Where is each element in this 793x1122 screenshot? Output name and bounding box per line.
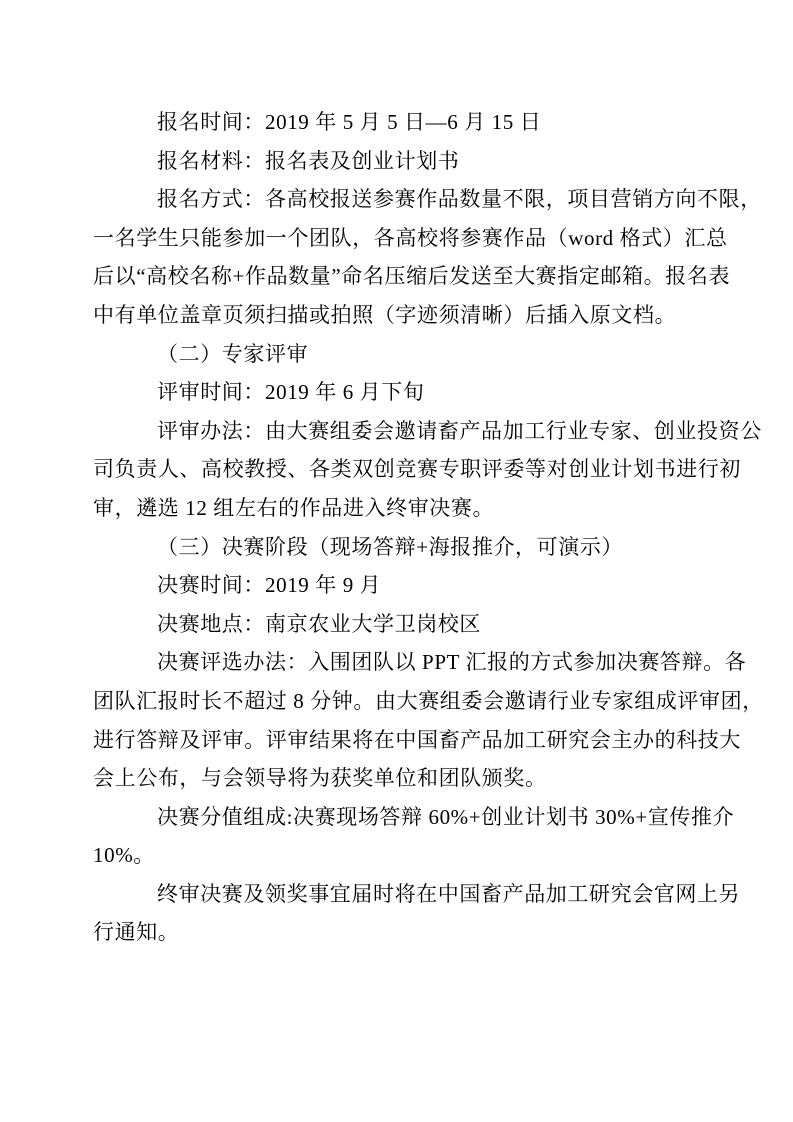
document-body [93, 103, 764, 952]
text-line: （三）决赛阶段（现场答辩+海报推介，可演示） [157, 534, 624, 559]
text-line: （二）专家评审 [157, 341, 309, 366]
text-line: 一名学生只能参加一个团队，各高校将参赛作品（word 格式）汇总 [93, 225, 728, 250]
text-line: 决赛评选办法：入围团队以 PPT 汇报的方式参加决赛答辩。各 [157, 650, 747, 675]
text-line: 决赛时间：2019 年 9 月 [157, 573, 382, 598]
text-line: 终审决赛及领奖事宜届时将在中国畜产品加工研究会官网上另 [157, 881, 741, 906]
text-line: 10%。 [93, 843, 155, 868]
text-line: 后以“高校名称+作品数量”命名压缩后发送至大赛指定邮箱。报名表 [93, 264, 731, 289]
text-line: 报名方式：各高校报送参赛作品数量不限，项目营销方向不限， [157, 187, 762, 212]
text-line: 司负责人、高校教授、各类双创竞赛专职评委等对创业计划书进行初 [93, 457, 741, 482]
text-line: 行通知。 [93, 920, 180, 945]
text-line: 团队汇报时长不超过 8 分钟。由大赛组委会邀请行业专家组成评审团， [93, 688, 764, 713]
text-line: 决赛地点：南京农业大学卫岗校区 [157, 611, 481, 636]
text-line: 报名时间：2019 年 5 月 5 日—6 月 15 日 [157, 110, 542, 134]
text-line: 会上公布，与会领导将为获奖单位和团队颁奖。 [93, 766, 547, 791]
text-line: 评审办法：由大赛组委会邀请畜产品加工行业专家、创业投资公 [157, 418, 762, 443]
text-line: 进行答辩及评审。评审结果将在中国畜产品加工研究会主办的科技大 [93, 727, 741, 752]
text-line: 审，遴选 12 组左右的作品进入终审决赛。 [93, 495, 495, 520]
text-line: 评审时间：2019 年 6 月下旬 [157, 380, 425, 405]
text-line: 中有单位盖章页须扫描或拍照（字迹须清晰）后插入原文档。 [93, 302, 677, 327]
text-line: 决赛分值组成:决赛现场答辩 60%+创业计划书 30%+宣传推介 [157, 804, 735, 829]
text-line: 报名材料：报名表及创业计划书 [157, 148, 460, 173]
